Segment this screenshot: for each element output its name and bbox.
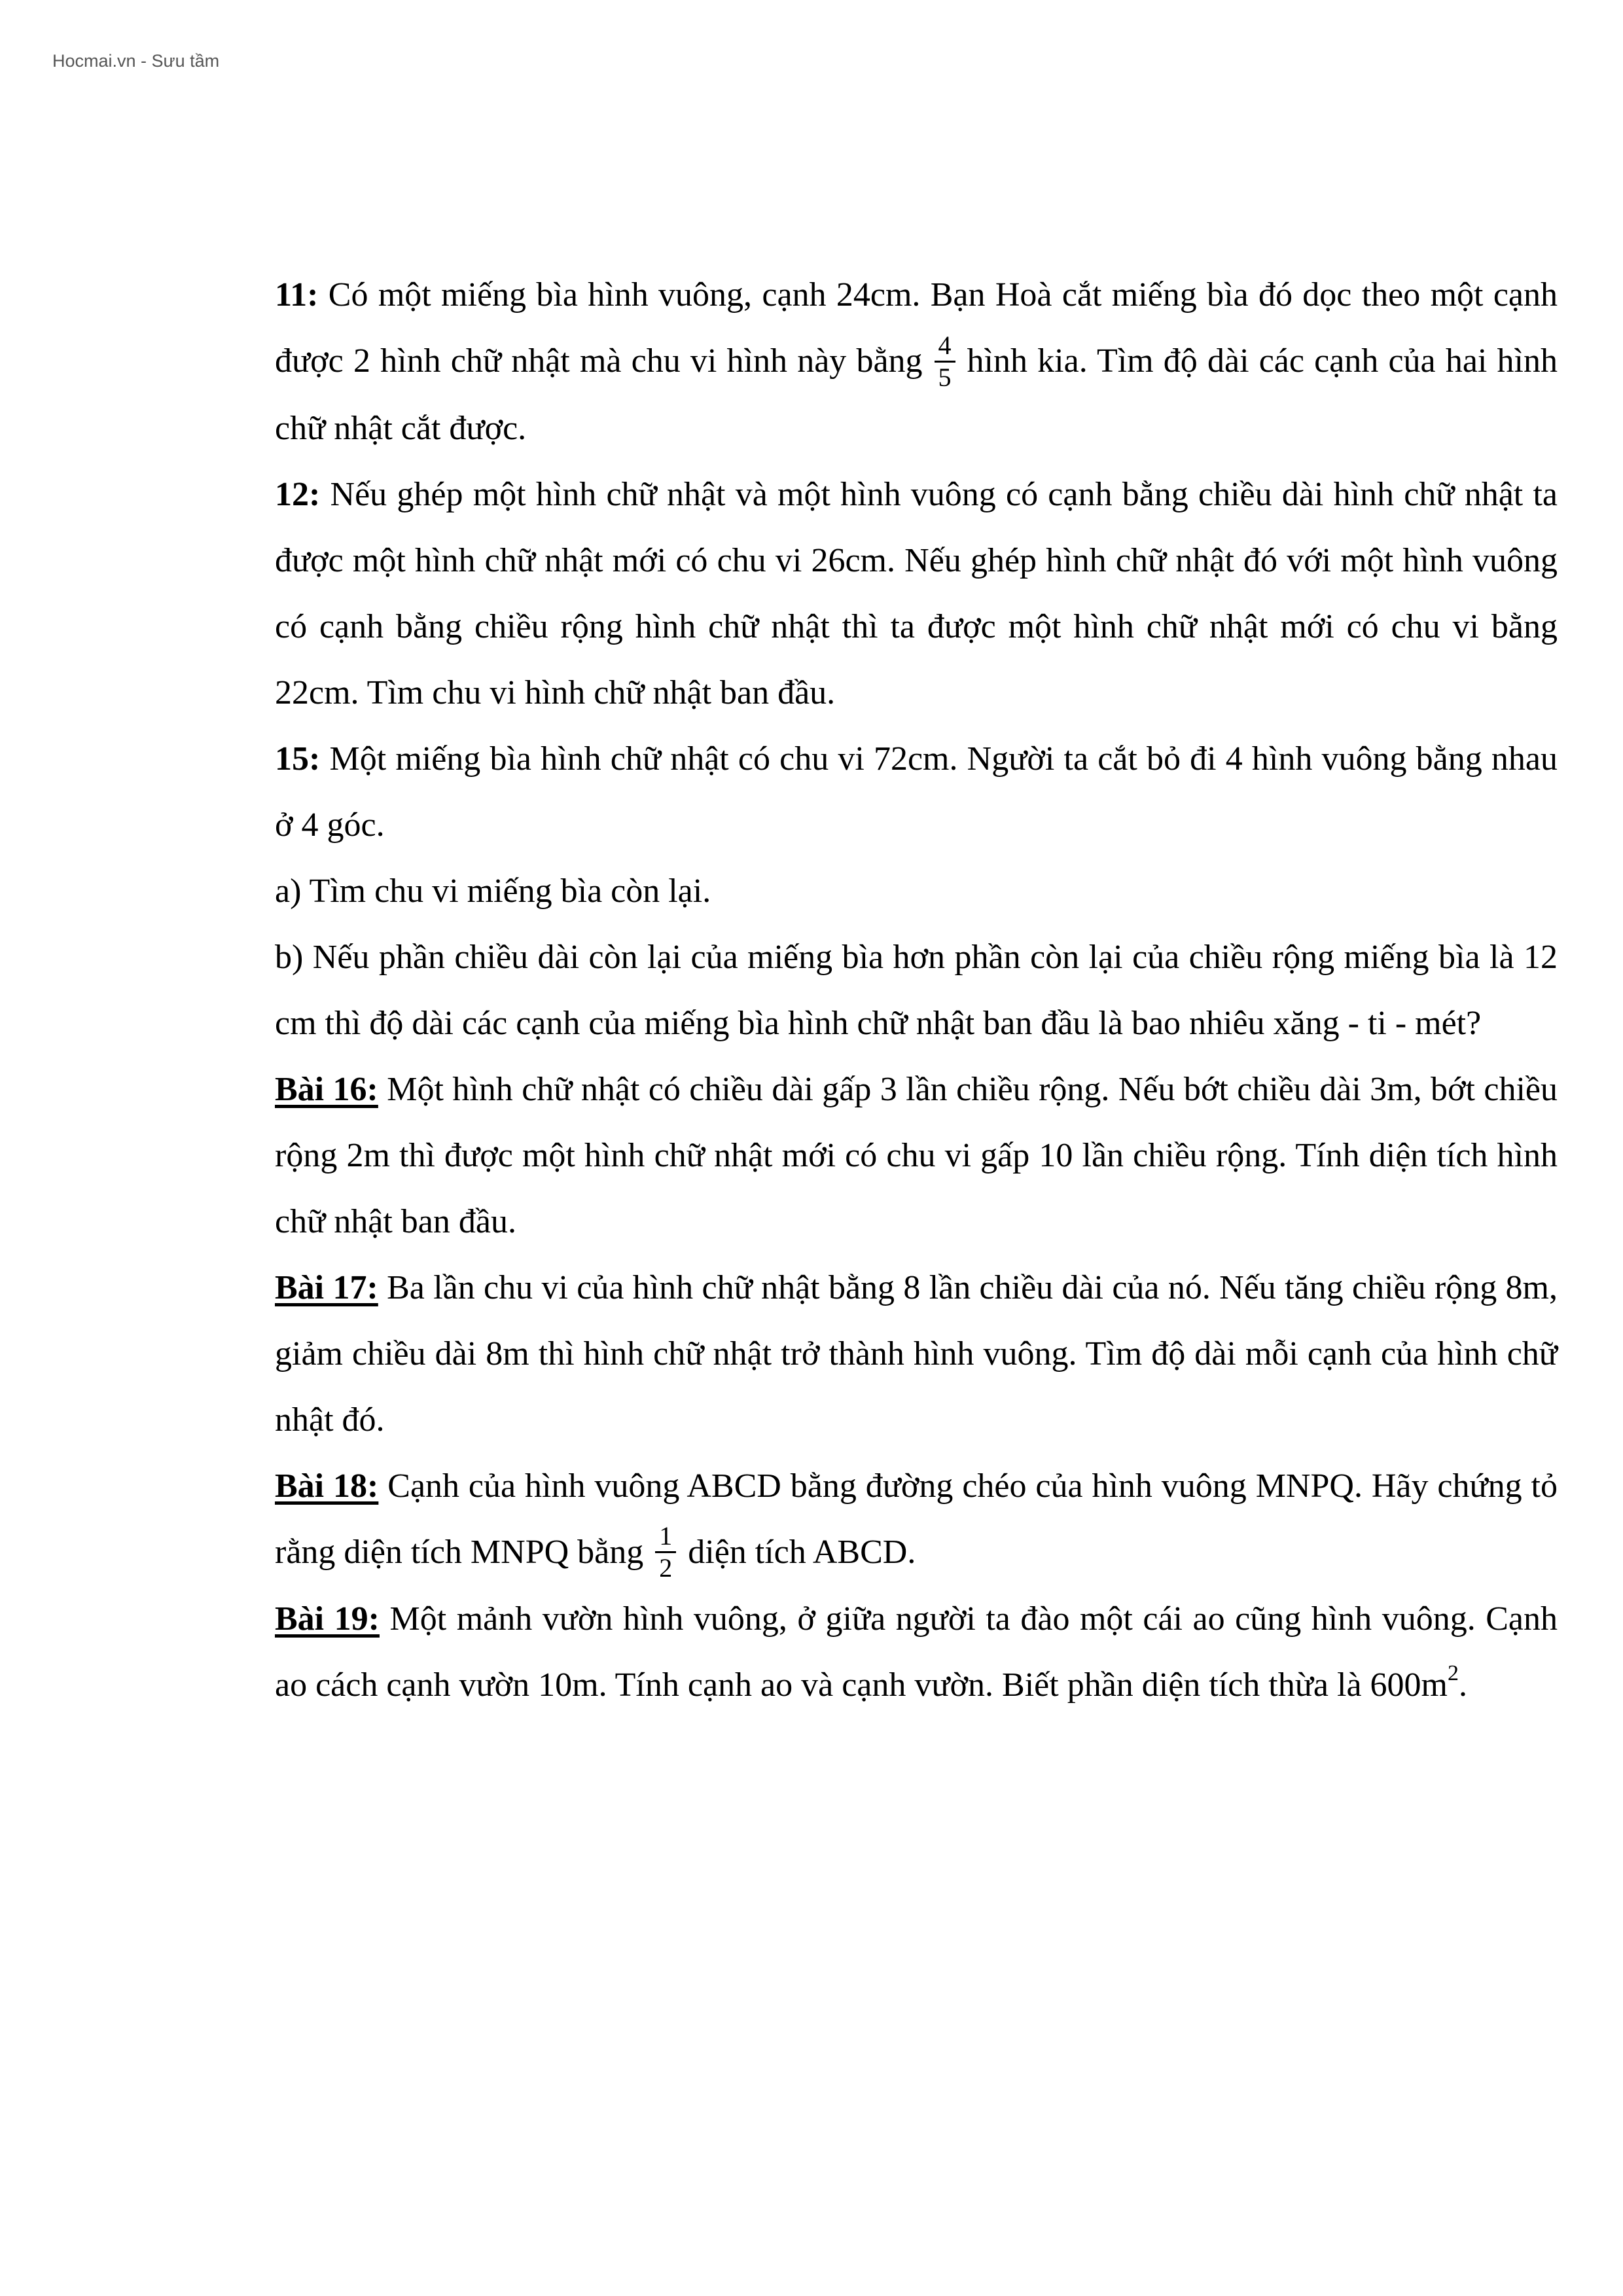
problem-12-label: 12: — [275, 475, 321, 513]
fraction-numerator: 4 — [935, 331, 955, 363]
problem-11 — [275, 262, 1558, 461]
problem-11-text-end: hình kia. Tìm độ dài các cạnh của hai hình chữ nhật cắt được. — [275, 342, 1558, 447]
fraction-4-5 — [935, 331, 955, 393]
problem-11-text: Có một miếng bìa hình vuông, cạnh 24cm. Bạn Hoà cắt miếng bìa đó dọc theo một cạnh được 2 hình chữ nhật mà chu vi hình này bằng — [275, 276, 1558, 380]
problem-17 — [275, 1255, 1558, 1453]
problem-19 — [275, 1586, 1558, 1718]
problem-12 — [275, 461, 1558, 726]
problem-15 — [275, 726, 1558, 858]
problem-18 — [275, 1453, 1558, 1587]
problem-11-label: 11: — [275, 276, 319, 314]
problem-16-label: Bài 16: — [275, 1070, 378, 1108]
fraction-numerator: 1 — [655, 1521, 676, 1553]
problem-17-label: Bài 17: — [275, 1268, 378, 1306]
problem-19-text: Một mảnh vườn hình vuông, ở giữa người ta đào một cái ao cũng hình vuông. Cạnh ao cách cạnh vườn 10m. Tính cạnh ao và cạnh vườn. Biết phần diện tích thừa là 600m — [275, 1600, 1558, 1704]
problem-16-text: Một hình chữ nhật có chiều dài gấp 3 lần chiều rộng. Nếu bớt chiều dài 3m, bớt chiều rộng 2m thì được một hình chữ nhật mới có chu vi gấp 10 lần chiều rộng. Tính diện tích hình chữ nhật ban đầu. — [275, 1070, 1558, 1240]
problem-17-text: Ba lần chu vi của hình chữ nhật bằng 8 lần chiều dài của nó. Nếu tăng chiều rộng 8m, giảm chiều dài 8m thì hình chữ nhật trở thành hình vuông. Tìm độ dài mỗi cạnh của hình chữ nhật đó. — [275, 1268, 1558, 1439]
problem-12-text: Nếu ghép một hình chữ nhật và một hình vuông có cạnh bằng chiều dài hình chữ nhật ta được một hình chữ nhật mới có chu vi 26cm. Nếu ghép hình chữ nhật đó với một hình vuông có cạnh bằng chiều rộng hình chữ nhật thì ta được một hình chữ nhật mới có chu vi bằng 22cm. Tìm chu vi hình chữ nhật ban đầu. — [275, 475, 1558, 711]
watermark: Hocmai.vn - Sưu tầm — [52, 51, 220, 71]
problem-18-text-end: diện tích ABCD. — [688, 1533, 916, 1571]
superscript-2: 2 — [1447, 1661, 1459, 1686]
fraction-1-2 — [655, 1521, 676, 1583]
fraction-denominator: 2 — [659, 1553, 673, 1583]
problem-15-text: Một miếng bìa hình chữ nhật có chu vi 72cm. Người ta cắt bỏ đi 4 hình vuông bằng nhau ở 4 góc. — [275, 740, 1558, 844]
problem-16 — [275, 1056, 1558, 1255]
problem-15-label: 15: — [275, 740, 321, 778]
problem-19-period: . — [1458, 1666, 1467, 1704]
problem-18-label: Bài 18: — [275, 1467, 379, 1505]
fraction-denominator: 5 — [938, 362, 952, 392]
problem-list — [275, 262, 1558, 1718]
problem-15-part-a: a) Tìm chu vi miếng bìa còn lại. — [275, 872, 711, 910]
problem-19-label: Bài 19: — [275, 1600, 380, 1638]
problem-15-part-b: b) Nếu phần chiều dài còn lại của miếng bìa hơn phần còn lại của chiều rộng miếng bìa là 12 cm thì độ dài các cạnh của miếng bìa hình chữ nhật ban đầu là bao nhiêu xăng - ti - mét? — [275, 938, 1558, 1042]
problem-18-text: Cạnh của hình vuông ABCD bằng đường chéo của hình vuông MNPQ. Hãy chứng tỏ rằng diện tích MNPQ bằng — [275, 1467, 1558, 1571]
